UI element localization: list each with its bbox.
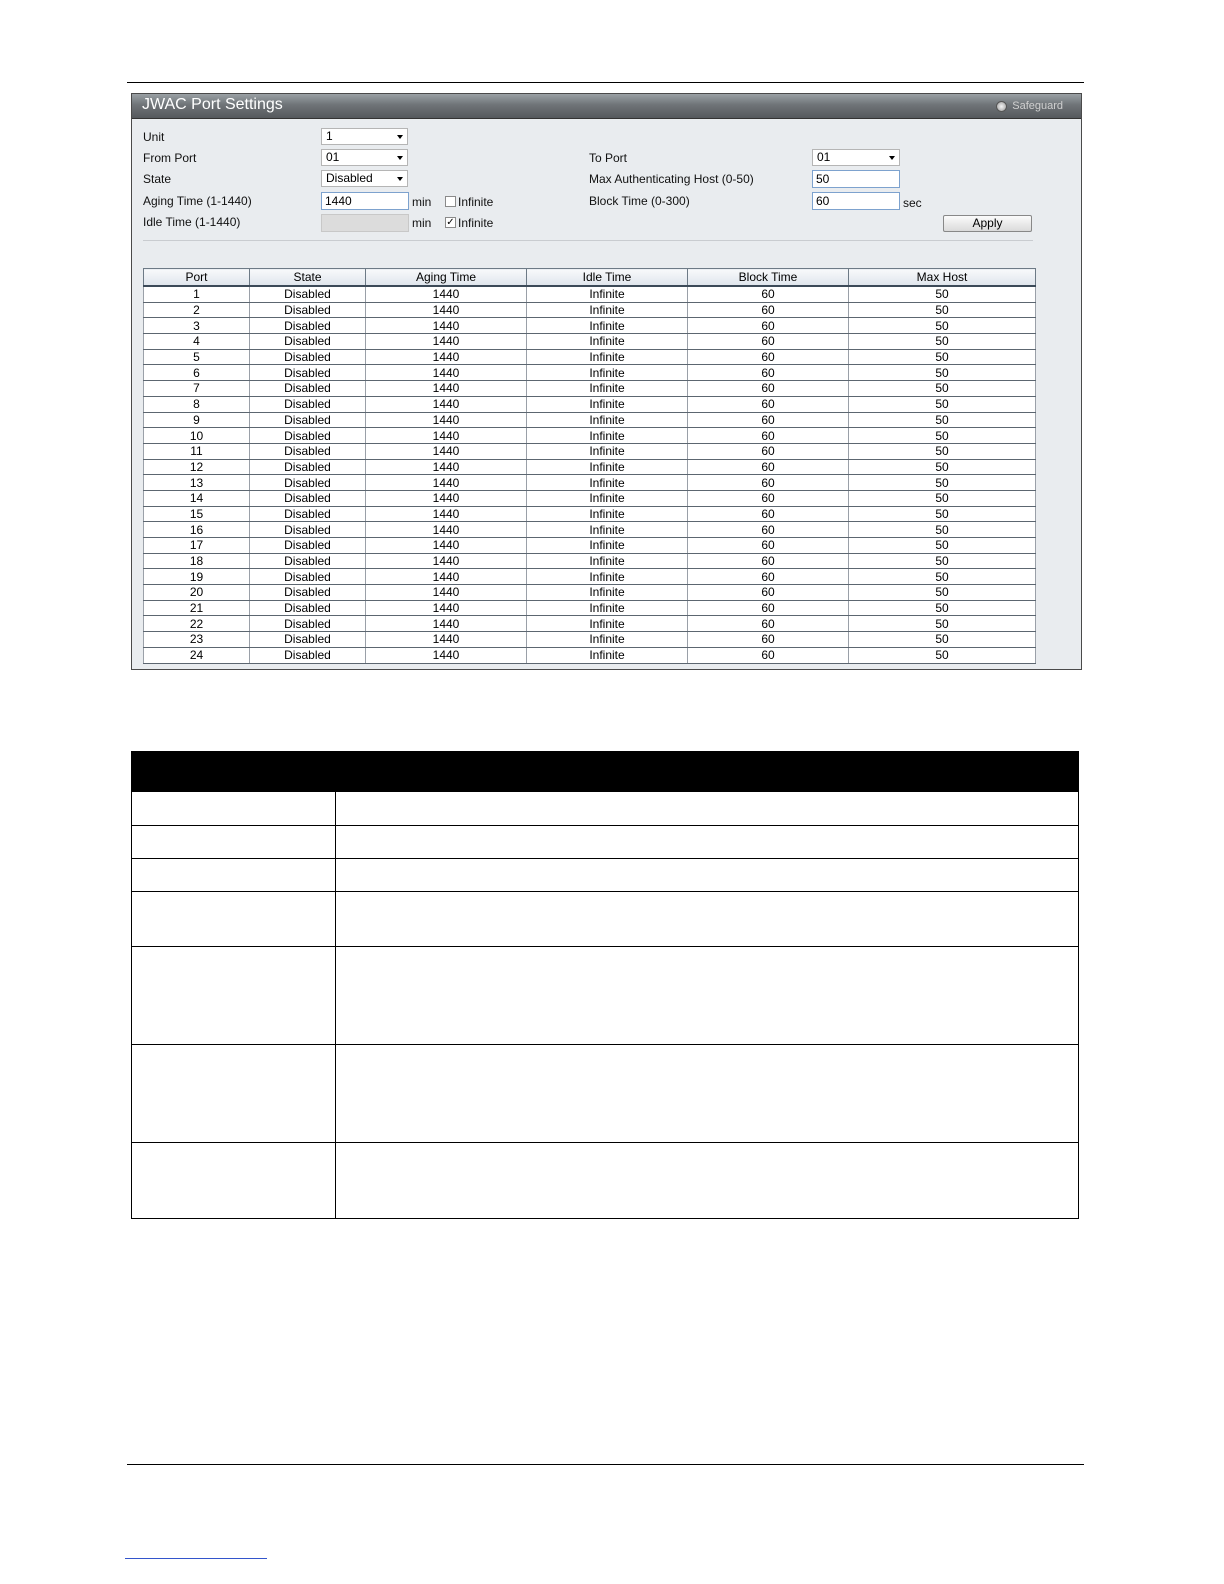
- column-header: Block Time: [688, 269, 849, 287]
- table-cell: Disabled: [250, 286, 366, 302]
- table-row: [144, 349, 1036, 365]
- form-separator: [143, 240, 1033, 241]
- table-cell: Infinite: [527, 365, 688, 381]
- safeguard-status-icon: [996, 101, 1007, 112]
- to-port-select-value: 01: [817, 150, 831, 164]
- table-cell: 1440: [366, 443, 527, 459]
- table-cell: Infinite: [527, 553, 688, 569]
- table-cell: 1440: [366, 569, 527, 585]
- table-cell: Disabled: [250, 396, 366, 412]
- max-host-label: Max Authenticating Host (0-50): [589, 172, 754, 186]
- description-cell: [336, 1045, 1079, 1143]
- table-cell: Infinite: [527, 569, 688, 585]
- table-cell: 50: [849, 475, 1036, 491]
- table-cell: 60: [688, 522, 849, 538]
- table-cell: 1440: [366, 538, 527, 554]
- table-cell: Infinite: [527, 490, 688, 506]
- panel-title: JWAC Port Settings: [142, 96, 283, 113]
- description-cell: [336, 892, 1079, 947]
- column-header: Aging Time: [366, 269, 527, 287]
- table-cell: 1440: [366, 585, 527, 601]
- column-header: State: [250, 269, 366, 287]
- table-cell: Disabled: [250, 490, 366, 506]
- table-cell: 60: [688, 585, 849, 601]
- table-row: [144, 286, 1036, 302]
- table-cell: Infinite: [527, 616, 688, 632]
- table-cell: 12: [144, 459, 250, 475]
- table-cell: 11: [144, 443, 250, 459]
- table-cell: Infinite: [527, 443, 688, 459]
- table-cell: 50: [849, 428, 1036, 444]
- table-cell: 60: [688, 459, 849, 475]
- description-header-cell: [336, 752, 1079, 792]
- to-port-select[interactable]: [812, 149, 900, 166]
- description-cell: [336, 792, 1079, 826]
- table-cell: 7: [144, 381, 250, 397]
- state-select[interactable]: [321, 170, 408, 187]
- column-header: Idle Time: [527, 269, 688, 287]
- jwac-port-settings-panel: [131, 93, 1082, 670]
- table-cell: 60: [688, 412, 849, 428]
- table-cell: 6: [144, 365, 250, 381]
- table-cell: Disabled: [250, 569, 366, 585]
- table-cell: 1: [144, 286, 250, 302]
- idle-time-label: Idle Time (1-1440): [143, 215, 241, 229]
- description-cell: [132, 792, 336, 826]
- idle-infinite-label: Infinite: [458, 216, 494, 230]
- from-port-select[interactable]: [321, 149, 408, 166]
- table-cell: 50: [849, 381, 1036, 397]
- table-cell: 60: [688, 553, 849, 569]
- table-row: [144, 600, 1036, 616]
- table-cell: 50: [849, 538, 1036, 554]
- table-cell: Disabled: [250, 632, 366, 648]
- table-cell: 60: [688, 443, 849, 459]
- top-rule: [127, 82, 1084, 83]
- table-cell: 50: [849, 459, 1036, 475]
- table-row: [144, 318, 1036, 334]
- table-cell: 60: [688, 632, 849, 648]
- table-row: [144, 302, 1036, 318]
- table-cell: 18: [144, 553, 250, 569]
- table-cell: 50: [849, 600, 1036, 616]
- table-cell: Disabled: [250, 412, 366, 428]
- idle-time-input[interactable]: [321, 214, 409, 232]
- table-cell: 19: [144, 569, 250, 585]
- table-cell: Infinite: [527, 632, 688, 648]
- table-cell: 1440: [366, 286, 527, 302]
- table-cell: Disabled: [250, 647, 366, 663]
- table-row: [144, 428, 1036, 444]
- table-cell: 60: [688, 365, 849, 381]
- table-row: [144, 475, 1036, 491]
- table-cell: 60: [688, 318, 849, 334]
- table-cell: 22: [144, 616, 250, 632]
- table-cell: 8: [144, 396, 250, 412]
- to-port-label: To Port: [589, 151, 628, 165]
- table-cell: 16: [144, 522, 250, 538]
- table-cell: Infinite: [527, 302, 688, 318]
- table-cell: 60: [688, 302, 849, 318]
- jwac-port-table: [143, 268, 1036, 664]
- table-cell: 3: [144, 318, 250, 334]
- table-cell: 60: [688, 490, 849, 506]
- footer-link-underline: [125, 1558, 267, 1559]
- table-row: [144, 459, 1036, 475]
- table-cell: Infinite: [527, 381, 688, 397]
- table-cell: 50: [849, 286, 1036, 302]
- aging-time-input[interactable]: [321, 192, 409, 210]
- chevron-down-icon: [397, 135, 403, 139]
- table-cell: 50: [849, 334, 1036, 350]
- chevron-down-icon: [889, 156, 895, 160]
- table-cell: 50: [849, 632, 1036, 648]
- table-cell: Infinite: [527, 349, 688, 365]
- table-cell: Disabled: [250, 616, 366, 632]
- table-cell: 50: [849, 647, 1036, 663]
- from-port-label: From Port: [143, 151, 197, 165]
- table-cell: 1440: [366, 428, 527, 444]
- table-cell: 1440: [366, 475, 527, 491]
- description-cell: [132, 826, 336, 859]
- table-row: [144, 632, 1036, 648]
- panel-header: [132, 94, 1081, 119]
- table-cell: Infinite: [527, 600, 688, 616]
- description-cell: [132, 1143, 336, 1219]
- table-cell: Disabled: [250, 443, 366, 459]
- table-cell: 1440: [366, 490, 527, 506]
- chevron-down-icon: [397, 156, 403, 160]
- table-cell: Disabled: [250, 506, 366, 522]
- table-row: [144, 443, 1036, 459]
- table-cell: 1440: [366, 365, 527, 381]
- table-cell: 1440: [366, 349, 527, 365]
- table-cell: Infinite: [527, 396, 688, 412]
- description-cell: [132, 1045, 336, 1143]
- table-cell: 50: [849, 318, 1036, 334]
- table-cell: Disabled: [250, 334, 366, 350]
- table-row: [144, 396, 1036, 412]
- state-select-value: Disabled: [326, 171, 373, 185]
- table-cell: 50: [849, 396, 1036, 412]
- table-cell: 1440: [366, 522, 527, 538]
- table-cell: 50: [849, 616, 1036, 632]
- table-cell: 1440: [366, 459, 527, 475]
- idle-infinite-checkbox[interactable]: ✓: [446, 217, 455, 228]
- table-cell: 50: [849, 365, 1036, 381]
- table-row: [144, 506, 1036, 522]
- column-header: Max Host: [849, 269, 1036, 287]
- table-cell: Disabled: [250, 349, 366, 365]
- table-cell: 1440: [366, 600, 527, 616]
- table-cell: 50: [849, 349, 1036, 365]
- aging-time-unit: min: [412, 195, 432, 209]
- table-cell: 60: [688, 616, 849, 632]
- table-row: [144, 381, 1036, 397]
- description-cell: [132, 859, 336, 892]
- table-cell: 60: [688, 381, 849, 397]
- safeguard-indicator: [996, 100, 1063, 112]
- table-row: [144, 616, 1036, 632]
- table-cell: Infinite: [527, 334, 688, 350]
- table-cell: 10: [144, 428, 250, 444]
- table-cell: 60: [688, 538, 849, 554]
- table-cell: 50: [849, 443, 1036, 459]
- block-time-label: Block Time (0-300): [589, 194, 690, 208]
- table-cell: 50: [849, 506, 1036, 522]
- table-cell: Disabled: [250, 553, 366, 569]
- table-cell: Disabled: [250, 302, 366, 318]
- apply-button[interactable]: Apply: [943, 215, 1032, 232]
- table-row: [144, 585, 1036, 601]
- table-cell: 1440: [366, 412, 527, 428]
- table-cell: 1440: [366, 318, 527, 334]
- table-cell: Infinite: [527, 585, 688, 601]
- table-cell: Infinite: [527, 506, 688, 522]
- table-cell: Disabled: [250, 318, 366, 334]
- table-cell: 1440: [366, 302, 527, 318]
- description-header-cell: [132, 752, 336, 792]
- table-cell: 60: [688, 600, 849, 616]
- table-cell: 60: [688, 428, 849, 444]
- table-cell: Infinite: [527, 459, 688, 475]
- table-cell: Disabled: [250, 365, 366, 381]
- table-cell: 1440: [366, 381, 527, 397]
- table-row: [144, 412, 1036, 428]
- table-cell: 60: [688, 506, 849, 522]
- table-row: [144, 553, 1036, 569]
- table-cell: Infinite: [527, 475, 688, 491]
- table-cell: 50: [849, 490, 1036, 506]
- table-cell: Disabled: [250, 459, 366, 475]
- table-cell: 14: [144, 490, 250, 506]
- table-cell: Infinite: [527, 428, 688, 444]
- table-cell: 1440: [366, 334, 527, 350]
- table-cell: 13: [144, 475, 250, 491]
- from-port-select-value: 01: [326, 150, 340, 164]
- aging-infinite-label: Infinite: [458, 195, 494, 209]
- idle-time-unit: min: [412, 216, 432, 230]
- table-cell: Disabled: [250, 475, 366, 491]
- table-cell: 4: [144, 334, 250, 350]
- chevron-down-icon: [397, 177, 403, 181]
- table-cell: Disabled: [250, 381, 366, 397]
- table-row: [144, 334, 1036, 350]
- table-cell: 17: [144, 538, 250, 554]
- aging-time-label: Aging Time (1-1440): [143, 194, 252, 208]
- column-header: Port: [144, 269, 250, 287]
- table-cell: Infinite: [527, 318, 688, 334]
- table-cell: 60: [688, 334, 849, 350]
- table-cell: 50: [849, 522, 1036, 538]
- table-row: [144, 647, 1036, 663]
- table-cell: Infinite: [527, 538, 688, 554]
- safeguard-label: Safeguard: [1012, 100, 1063, 112]
- description-cell: [132, 892, 336, 947]
- table-cell: 20: [144, 585, 250, 601]
- unit-select-value: 1: [326, 129, 333, 143]
- description-cell: [336, 947, 1079, 1045]
- table-cell: 50: [849, 553, 1036, 569]
- table-cell: 21: [144, 600, 250, 616]
- table-cell: 60: [688, 349, 849, 365]
- table-cell: 1440: [366, 506, 527, 522]
- table-cell: 60: [688, 286, 849, 302]
- table-cell: Disabled: [250, 538, 366, 554]
- table-cell: 1440: [366, 632, 527, 648]
- table-row: [144, 569, 1036, 585]
- table-cell: 60: [688, 475, 849, 491]
- table-cell: 60: [688, 396, 849, 412]
- table-cell: 1440: [366, 553, 527, 569]
- block-time-unit: sec: [903, 196, 922, 210]
- table-cell: Infinite: [527, 412, 688, 428]
- table-row: [144, 490, 1036, 506]
- table-cell: 60: [688, 569, 849, 585]
- table-row: [144, 538, 1036, 554]
- unit-label: Unit: [143, 130, 165, 144]
- table-cell: 23: [144, 632, 250, 648]
- description-table: [131, 751, 1079, 1219]
- table-cell: 60: [688, 647, 849, 663]
- table-cell: 1440: [366, 647, 527, 663]
- bottom-rule: [127, 1464, 1084, 1465]
- table-cell: 9: [144, 412, 250, 428]
- table-cell: Disabled: [250, 600, 366, 616]
- table-cell: 50: [849, 302, 1036, 318]
- description-cell: [336, 826, 1079, 859]
- table-cell: Disabled: [250, 428, 366, 444]
- table-cell: 50: [849, 412, 1036, 428]
- block-time-input[interactable]: [812, 192, 900, 210]
- table-cell: 5: [144, 349, 250, 365]
- max-host-input[interactable]: [812, 170, 900, 188]
- table-cell: Disabled: [250, 585, 366, 601]
- table-row: [144, 522, 1036, 538]
- table-cell: Infinite: [527, 522, 688, 538]
- table-cell: 24: [144, 647, 250, 663]
- description-cell: [336, 859, 1079, 892]
- table-cell: Disabled: [250, 522, 366, 538]
- description-cell: [336, 1143, 1079, 1219]
- table-cell: 1440: [366, 396, 527, 412]
- state-label: State: [143, 172, 172, 186]
- unit-select[interactable]: [321, 128, 408, 145]
- table-cell: 50: [849, 585, 1036, 601]
- table-cell: Infinite: [527, 647, 688, 663]
- table-cell: 15: [144, 506, 250, 522]
- table-cell: 1440: [366, 616, 527, 632]
- description-cell: [132, 947, 336, 1045]
- table-cell: Infinite: [527, 286, 688, 302]
- table-cell: 50: [849, 569, 1036, 585]
- table-row: [144, 365, 1036, 381]
- aging-infinite-checkbox[interactable]: [445, 196, 456, 207]
- table-cell: 2: [144, 302, 250, 318]
